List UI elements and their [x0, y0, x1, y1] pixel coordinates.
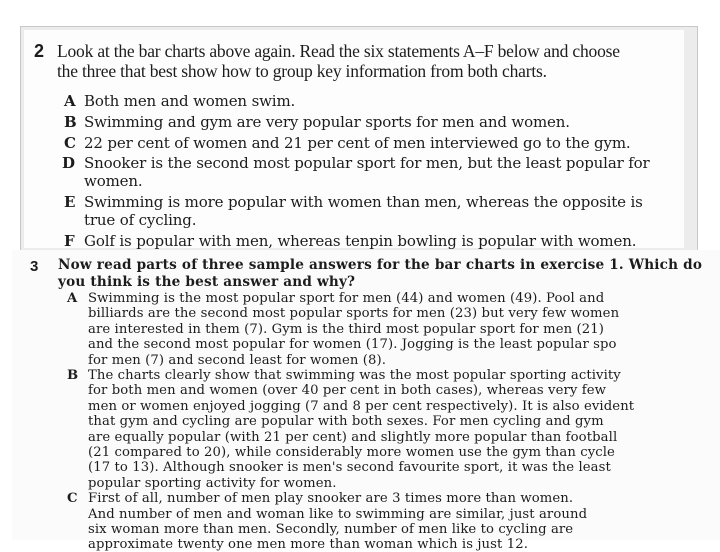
statement-text: Swimming is more popular with women than men, whereas the opposite is	[84, 193, 643, 211]
exercise-3-number: 3	[30, 258, 39, 275]
answer-text: men or women enjoyed jogging (7 and 8 per cent respectively). It is also evident	[88, 398, 635, 414]
answer-text: popular sporting activity for women.	[88, 475, 337, 491]
answer-letter: C	[67, 491, 78, 507]
statement-letter: D	[62, 154, 75, 172]
statement-text: women.	[84, 172, 143, 190]
answer-text: are equally popular (with 21 per cent) and slightly more popular than football	[88, 429, 618, 445]
answer-text: The charts clearly show that swimming was the most popular sporting activity	[88, 368, 621, 383]
statement-text: 22 per cent of women and 21 per cent of men interviewed go to the gym.	[84, 134, 631, 152]
answer-text: are interested in them (7). Gym is the third most popular sport for men (21)	[88, 321, 604, 337]
answer-text: for both men and women (over 40 per cent in both cases), whereas very few	[88, 383, 606, 399]
answer-text: (17 to 13). Although snooker is men's second favourite sport, it was the least	[88, 460, 611, 476]
answer-letter: B	[67, 368, 79, 383]
answer-text: and the second most popular for women (17). Jogging is the least popular spo	[88, 337, 617, 353]
answer-text: billiards are the second most popular sports for men (23) but very few women	[88, 306, 620, 322]
statement-letter: C	[64, 134, 76, 152]
statement-text: Golf is popular with men, whereas tenpin bowling is popular with women.	[84, 232, 637, 250]
statement-letter: F	[64, 232, 75, 250]
statement-text: Both men and women swim.	[84, 92, 296, 110]
statement-text: Swimming and gym are very popular sports for men and women.	[84, 113, 570, 131]
exercise-2-number: 2	[34, 41, 45, 61]
statement-letter: B	[64, 113, 77, 131]
statement-letter: E	[64, 193, 76, 211]
exercise-2-intro-line: the three that best show how to group key information from both charts.	[57, 61, 547, 81]
statement-text: Snooker is the second most popular sport for men, but the least popular for	[84, 154, 650, 172]
answer-text: for men (7) and second least for women (8).	[88, 352, 387, 368]
answer-text: (21 compared to 20), while considerably more women use the gym than cycle	[88, 445, 615, 460]
answer-text: And number of men and woman like to swimming are similar, just around	[88, 506, 588, 522]
statement-text: true of cycling.	[84, 211, 197, 229]
answer-letter: A	[67, 291, 78, 306]
exercise-3-page	[12, 250, 720, 552]
answer-text: approximate twenty one men more than woman which is just 12.	[88, 537, 528, 552]
exercise-2-page	[24, 30, 684, 248]
answer-text: six woman more than men. Secondly, number of men like to cycling are	[88, 522, 574, 537]
exercise-2-intro-line: Look at the bar charts above again. Read the six statements A–F below and choose	[57, 41, 620, 61]
exercise-3-intro-line: you think is the best answer and why?	[58, 274, 356, 290]
exercise-3-intro-line: Now read parts of three sample answers for the bar charts in exercise 1. Which do	[58, 257, 703, 273]
answer-text: First of all, number of men play snooker are 3 times more than women.	[88, 491, 574, 507]
statement-letter: A	[64, 92, 76, 110]
answer-text: that gym and cycling are popular with both sexes. For men cycling and gym	[88, 414, 604, 430]
answer-text: Swimming is the most popular sport for men (44) and women (49). Pool and	[88, 291, 605, 306]
